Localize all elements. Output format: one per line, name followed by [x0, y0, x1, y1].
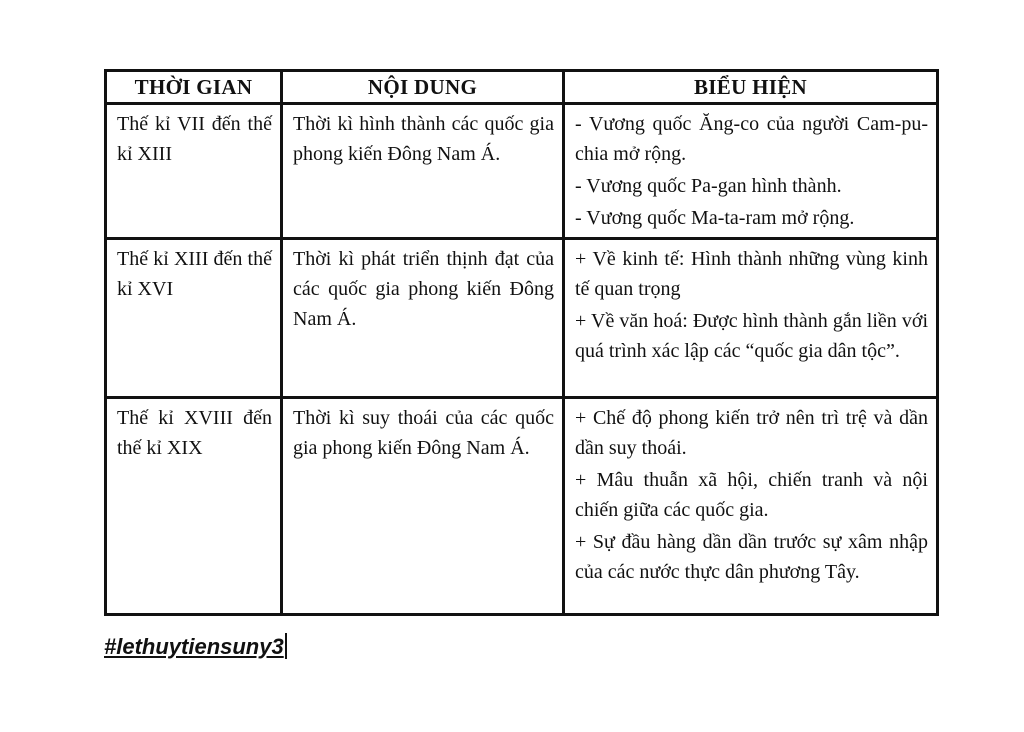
- detail-item: + Về kinh tế: Hình thành những vùng kinh tế quan trọng: [575, 248, 928, 300]
- detail-item: + Mâu thuẫn xã hội, chiến tranh và nội chiến giữa các quốc gia.: [575, 469, 928, 521]
- details-cell: [564, 398, 938, 615]
- detail-item: + Sự đầu hàng dần dần trước sự xâm nhập của các nước thực dân phương Tây.: [575, 531, 928, 583]
- header-details: BIỂU HIỆN: [564, 71, 938, 104]
- details-cell: [564, 104, 938, 239]
- time-cell: Thế kỉ XIII đến thế kỉ XVI: [106, 239, 282, 398]
- detail-item: - Vương quốc Pa-gan hình thành.: [575, 175, 842, 197]
- hashtag-label: #lethuytiensuny3: [104, 634, 284, 659]
- content-cell: Thời kì phát triển thịnh đạt của các quốc gia phong kiến Đông Nam Á.: [282, 239, 564, 398]
- content-cell: Thời kì suy thoái của các quốc gia phong kiến Đông Nam Á.: [282, 398, 564, 615]
- header-content: NỘI DUNG: [282, 71, 564, 104]
- detail-item: + Về văn hoá: Được hình thành gắn liền với quá trình xác lập các “quốc gia dân tộc”.: [575, 310, 928, 362]
- hashtag-text[interactable]: [104, 633, 287, 660]
- table-row: [106, 239, 938, 398]
- table-row: [106, 398, 938, 615]
- table-header-row: [106, 71, 938, 104]
- content-cell: Thời kì hình thành các quốc gia phong kiến Đông Nam Á.: [282, 104, 564, 239]
- detail-item: - Vương quốc Ăng-co của người Cam-pu-chia mở rộng.: [575, 113, 928, 165]
- table-row: [106, 104, 938, 239]
- detail-item: + Chế độ phong kiến trở nên trì trệ và dần dần suy thoái.: [575, 407, 928, 459]
- text-cursor: [285, 633, 287, 659]
- time-cell: Thế kỉ XVIII đến thế kỉ XIX: [106, 398, 282, 615]
- header-time: THỜI GIAN: [106, 71, 282, 104]
- history-table: [104, 69, 939, 616]
- time-cell: Thế kỉ VII đến thế kỉ XIII: [106, 104, 282, 239]
- detail-item: - Vương quốc Ma-ta-ram mở rộng.: [575, 207, 855, 229]
- details-cell: [564, 239, 938, 398]
